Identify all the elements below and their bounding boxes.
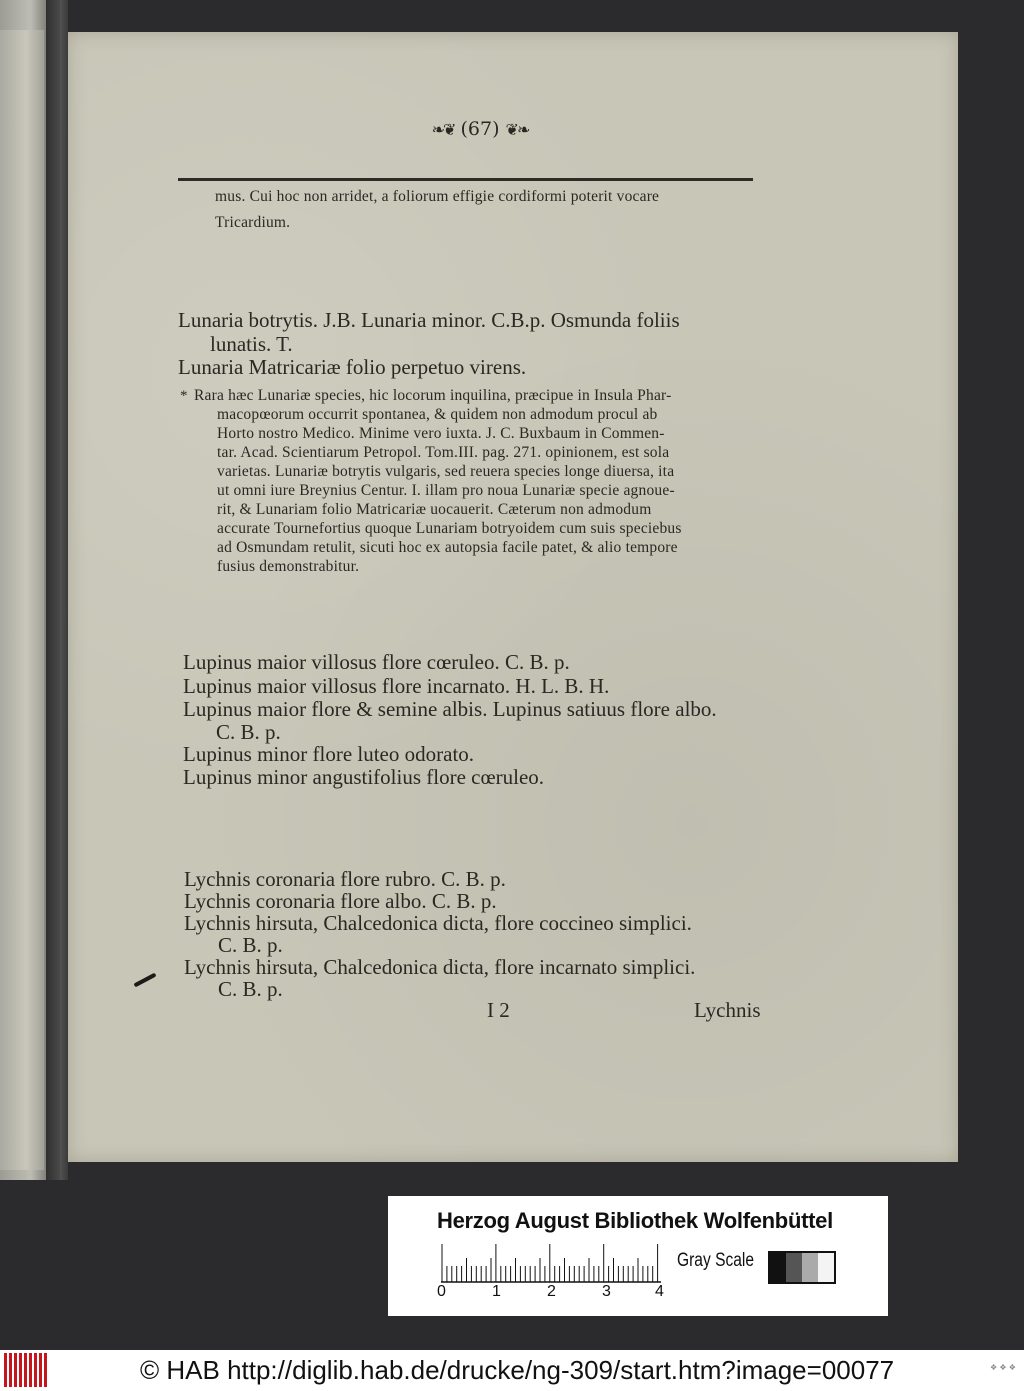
text-line: mus. Cui hoc non arridet, a foliorum effigie cordiformi poterit vocare bbox=[215, 188, 660, 205]
lychnis-entry: Lychnis coronaria flore rubro. C. B. p. bbox=[184, 867, 506, 891]
note-line: varietas. Lunariæ botrytis vulgaris, sed reuera species longe diuersa, ita bbox=[217, 463, 675, 480]
gray-swatch bbox=[818, 1253, 834, 1282]
note-line: fusius demonstrabitur. bbox=[217, 558, 360, 575]
catchword: Lychnis bbox=[694, 998, 761, 1022]
library-name: Herzog August Bibliothek Wolfenbüttel bbox=[437, 1208, 833, 1233]
gray-swatch bbox=[786, 1253, 802, 1282]
lychnis-entry: Lychnis hirsuta, Chalcedonica dicta, flore incarnato simplici. bbox=[184, 955, 696, 979]
note-line: tar. Acad. Scientiarum Petropol. Tom.III. pag. 271. opinionem, est sola bbox=[217, 444, 670, 461]
copyright-url[interactable]: © HAB http://diglib.hab.de/drucke/ng-309/start.htm?image=00077 bbox=[140, 1355, 895, 1385]
ruler-number: 2 bbox=[547, 1283, 556, 1300]
left-page-edge bbox=[0, 0, 68, 1180]
lunaria-entry: lunatis. T. bbox=[210, 332, 293, 356]
note-line: Rara hæc Lunariæ species, hic locorum inquilina, præcipue in Insula Phar- bbox=[194, 387, 672, 404]
signature-mark: I 2 bbox=[487, 998, 510, 1022]
lunaria-entry: Lunaria Matricariæ folio perpetuo virens. bbox=[178, 355, 527, 379]
hab-logo bbox=[4, 1353, 48, 1387]
ruler-number: 3 bbox=[602, 1283, 611, 1300]
book-gutter bbox=[46, 0, 60, 1180]
ruler-number: 0 bbox=[437, 1283, 446, 1300]
ruler-number: 1 bbox=[492, 1283, 501, 1300]
note-line: macopœorum occurrit spontanea, & quidem non admodum procul ab bbox=[217, 406, 658, 423]
gray-swatch bbox=[802, 1253, 818, 1282]
header-ornament-left: ❧❦ bbox=[431, 120, 455, 139]
lychnis-entry: Lychnis hirsuta, Chalcedonica dicta, flore coccineo simplici. bbox=[184, 911, 692, 935]
lychnis-entry: C. B. p. bbox=[218, 977, 283, 1001]
previous-page-edge bbox=[0, 30, 45, 1170]
lychnis-entry: Lychnis coronaria flore albo. C. B. p. bbox=[184, 889, 497, 913]
note-line: ut omni iure Breynius Centur. I. illam pro noua Lunariæ specie agnoue- bbox=[217, 482, 675, 499]
lupinus-entry: C. B. p. bbox=[216, 720, 281, 744]
header-ornament-right: ❦❧ bbox=[505, 120, 529, 139]
note-line: accurate Tournefortius quoque Lunariam botryoidem cum suis speciebus bbox=[217, 520, 682, 537]
lupinus-entry: Lupinus minor angustifolius flore cœruleo. bbox=[183, 765, 545, 789]
lunaria-entry: Lunaria botrytis. J.B. Lunaria minor. C.B.p. Osmunda foliis bbox=[178, 308, 680, 332]
note-line: rit, & Lunariam folio Matricariæ uocauerit. Cæterum non admodum bbox=[217, 501, 652, 518]
footer-mark: ❖ ❖ ❖ bbox=[990, 1363, 1016, 1372]
note-marker: * bbox=[180, 388, 188, 404]
lupinus-entry: Lupinus maior villosus flore cœruleo. C. B. p. bbox=[183, 650, 570, 674]
note-line: Horto nostro Medico. Minime vero iuxta. J. C. Buxbaum in Commen- bbox=[217, 425, 665, 442]
gray-swatch bbox=[770, 1253, 786, 1282]
ruler-number: 4 bbox=[655, 1283, 664, 1300]
lychnis-entry: C. B. p. bbox=[218, 933, 283, 957]
page-number: (67) bbox=[460, 118, 500, 140]
lupinus-entry: Lupinus maior flore & semine albis. Lupinus satiuus flore albo. bbox=[183, 697, 717, 721]
page-header bbox=[405, 118, 555, 140]
text-line: Tricardium. bbox=[215, 214, 291, 231]
ruler-scale bbox=[441, 1244, 661, 1284]
lupinus-entry: Lupinus minor flore luteo odorato. bbox=[183, 742, 475, 766]
gray-scale-swatches bbox=[768, 1251, 836, 1284]
gray-scale-label: Gray Scale bbox=[677, 1250, 755, 1271]
lupinus-entry: Lupinus maior villosus flore incarnato. H. L. B. H. bbox=[183, 674, 610, 698]
header-rule bbox=[178, 178, 753, 181]
note-line: ad Osmundam retulit, sicuti hoc ex autopsia facile patet, & alio tempore bbox=[217, 539, 678, 556]
